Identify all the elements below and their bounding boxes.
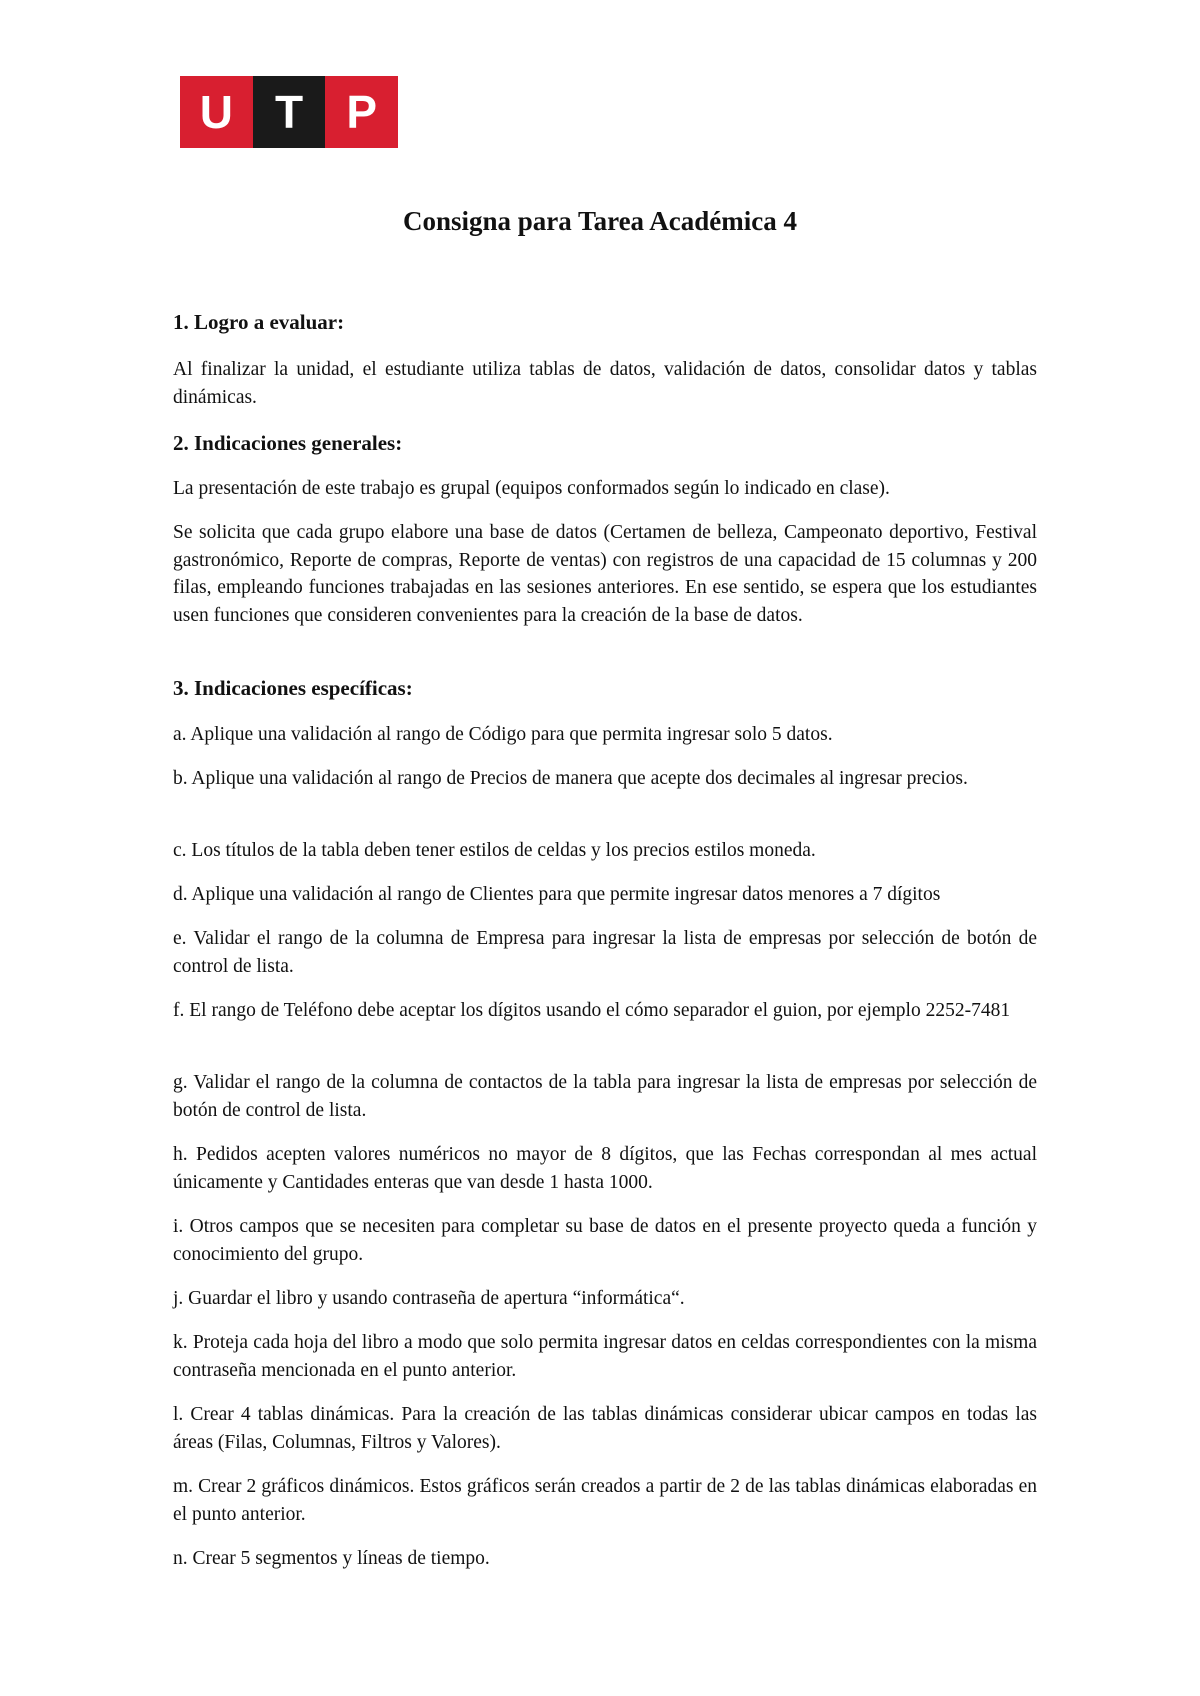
list-item-f: f. El rango de Teléfono debe aceptar los dígitos usando el cómo separador el guion, por ejemplo 2252-7481: [173, 1000, 1011, 1021]
list-item-i: i. Otros campos que se necesiten para completar su base de datos en el presente proyecto queda a función y conocimiento del grupo.: [173, 1216, 1037, 1265]
list-item-g: g. Validar el rango de la columna de contactos de la tabla para ingresar la lista de empresas por selección de botón de control de lista.: [173, 1072, 1037, 1121]
document-title: Consigna para Tarea Académica 4: [402, 206, 798, 236]
list-item-h: h. Pedidos acepten valores numéricos no mayor de 8 dígitos, que las Fechas correspondan al mes actual únicamente y Cantidades enteras que van desde 1 hasta 1000.: [173, 1144, 1037, 1193]
logo-letter-t: T: [253, 76, 326, 148]
list-item-c: c. Los títulos de la tabla deben tener estilos de celdas y los precios estilos moneda.: [173, 840, 816, 861]
list-item-m: m. Crear 2 gráficos dinámicos. Estos gráficos serán creados a partir de 2 de las tablas dinámicas elaboradas en el punto anterior.: [173, 1476, 1037, 1525]
logo-letter-u: U: [180, 76, 253, 148]
list-item-b: b. Aplique una validación al rango de Precios de manera que acepte dos decimales al ingresar precios.: [173, 768, 968, 789]
list-item-a: a. Aplique una validación al rango de Código para que permita ingresar solo 5 datos.: [173, 724, 833, 745]
section-1-text: Al finalizar la unidad, el estudiante utiliza tablas de datos, validación de datos, consolidar datos y tablas dinámicas.: [173, 359, 1037, 408]
section-2-heading: 2. Indicaciones generales:: [173, 431, 403, 455]
section-2-paragraph-2: Se solicita que cada grupo elabore una base de datos (Certamen de belleza, Campeonato deportivo, Festival gastronómico, Reporte de compras, Reporte de ventas) con registros de una capacidad de 15 columnas y 200 filas, empleando funciones trabajadas en las sesiones anteriores. En ese sentido, se espera que los estudiantes usen funciones que consideren convenientes para la creación de la base de datos.: [173, 522, 1037, 626]
logo-letter-p: P: [325, 76, 398, 148]
utp-logo: [180, 76, 398, 148]
list-item-e: e. Validar el rango de la columna de Empresa para ingresar la lista de empresas por selección de botón de control de lista.: [173, 928, 1037, 977]
list-item-n: n. Crear 5 segmentos y líneas de tiempo.: [173, 1548, 490, 1569]
section-3-heading: 3. Indicaciones específicas:: [173, 676, 413, 700]
list-item-j: j. Guardar el libro y usando contraseña de apertura “informática“.: [173, 1288, 685, 1309]
section-2-paragraph-1: La presentación de este trabajo es grupal (equipos conformados según lo indicado en clase).: [173, 478, 890, 499]
section-1-heading: 1. Logro a evaluar:: [173, 310, 345, 334]
list-item-k: k. Proteja cada hoja del libro a modo que solo permita ingresar datos en celdas correspondientes con la misma contraseña mencionada en el punto anterior.: [173, 1332, 1037, 1381]
list-item-d: d. Aplique una validación al rango de Clientes para que permite ingresar datos menores a 7 dígitos: [173, 884, 941, 905]
list-item-l: l. Crear 4 tablas dinámicas. Para la creación de las tablas dinámicas considerar ubicar campos en todas las áreas (Filas, Columnas, Filtros y Valores).: [173, 1404, 1037, 1453]
